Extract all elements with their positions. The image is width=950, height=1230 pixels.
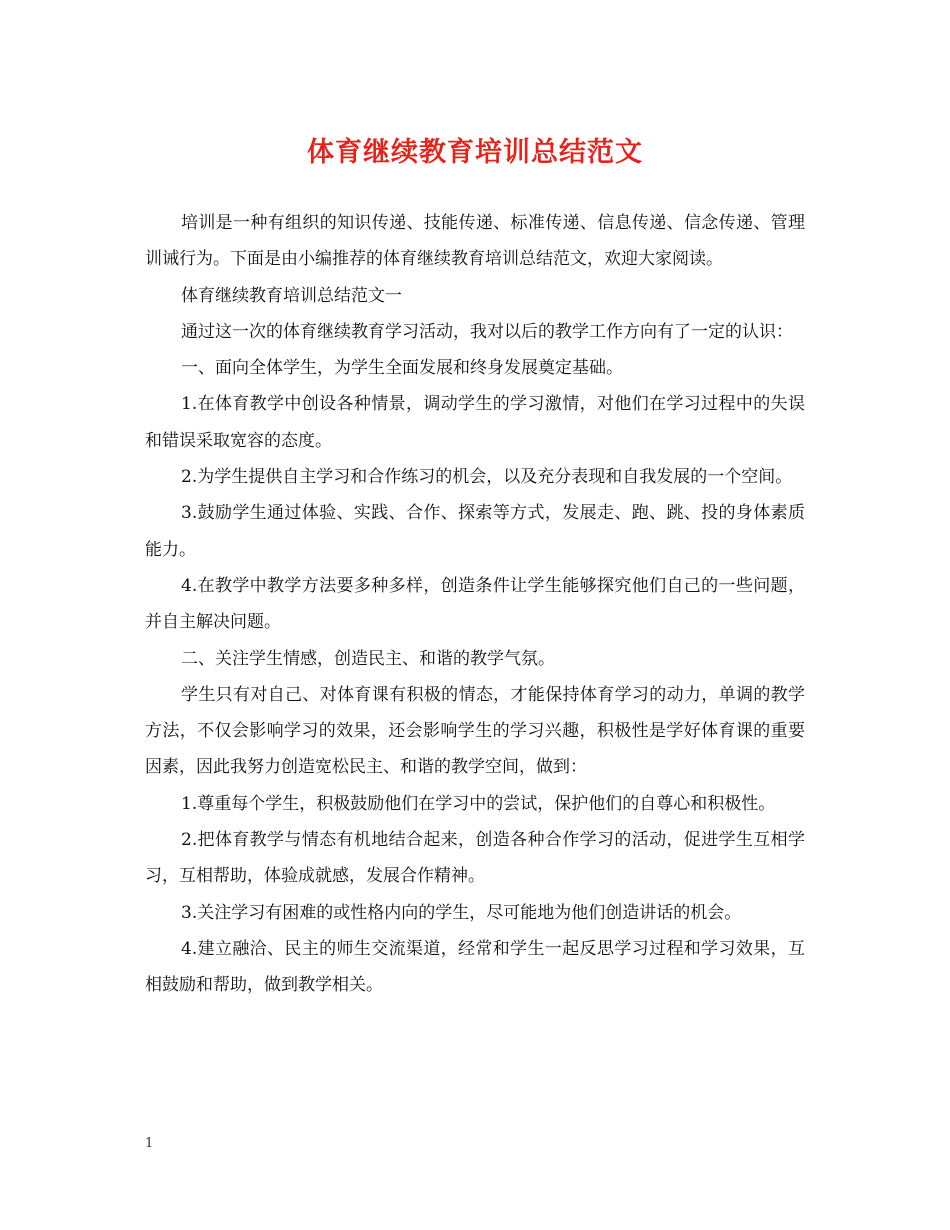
list-item: 3.关注学习有困难的或性格内向的学生，尽可能地为他们创造讲话的机会。 [181,902,742,923]
list-item: 3.鼓励学生通过体验、实践、合作、探索等方式，发展走、跑、跳、投的身体素质能力。 [145,503,805,560]
list-item: 1.在体育教学中创设各种情景，调动学生的学习激情，对他们在学习过程中的失误和错误采取宽容的态度。 [145,394,805,451]
paragraph: 培训是一种有组织的知识传递、技能传递、标准传递、信息传递、信念传递、管理训诫行为。下面是由小编推荐的体育继续教育培训总结范文，欢迎大家阅读。 [145,213,805,270]
section-heading: 体育继续教育培训总结范文一 [181,285,402,306]
section-heading: 一、面向全体学生，为学生全面发展和终身发展奠定基础。 [181,358,623,379]
page-number: 1 [145,1136,154,1151]
list-item: 4.建立融洽、民主的师生交流渠道，经常和学生一起反思学习过程和学习效果，互相鼓励和帮助，做到教学相关。 [145,938,805,996]
list-item: 2.为学生提供自主学习和合作练习的机会，以及充分表现和自我发展的一个空间。 [181,467,793,488]
paragraph: 通过这一次的体育继续教育学习活动，我对以后的教学工作方向有了一定的认识： [181,321,793,342]
document-title: 体育继续教育培训总结范文 [307,137,643,168]
section-heading: 二、关注学生情感，创造民主、和谐的教学气氛。 [181,648,555,669]
list-item: 1.尊重每个学生，积极鼓励他们在学习中的尝试，保护他们的自尊心和积极性。 [181,793,776,814]
list-item: 4.在教学中教学方法要多种多样，创造条件让学生能够探究他们自己的一些问题，并自主解决问题。 [145,575,805,633]
list-item: 2.把体育教学与情态有机地结合起来，创造各种合作学习的活动，促进学生互相学习，互相帮助，体验成就感，发展合作精神。 [145,830,805,887]
document-body [145,205,805,1004]
paragraph: 学生只有对自己、对体育课有积极的情态，才能保持体育学习的动力，单调的教学方法，不仅会影响学习的效果，还会影响学生的学习兴趣，积极性是学好体育课的重要因素，因此我努力创造宽松民主、和谐的教学空间，做到： [145,684,805,778]
